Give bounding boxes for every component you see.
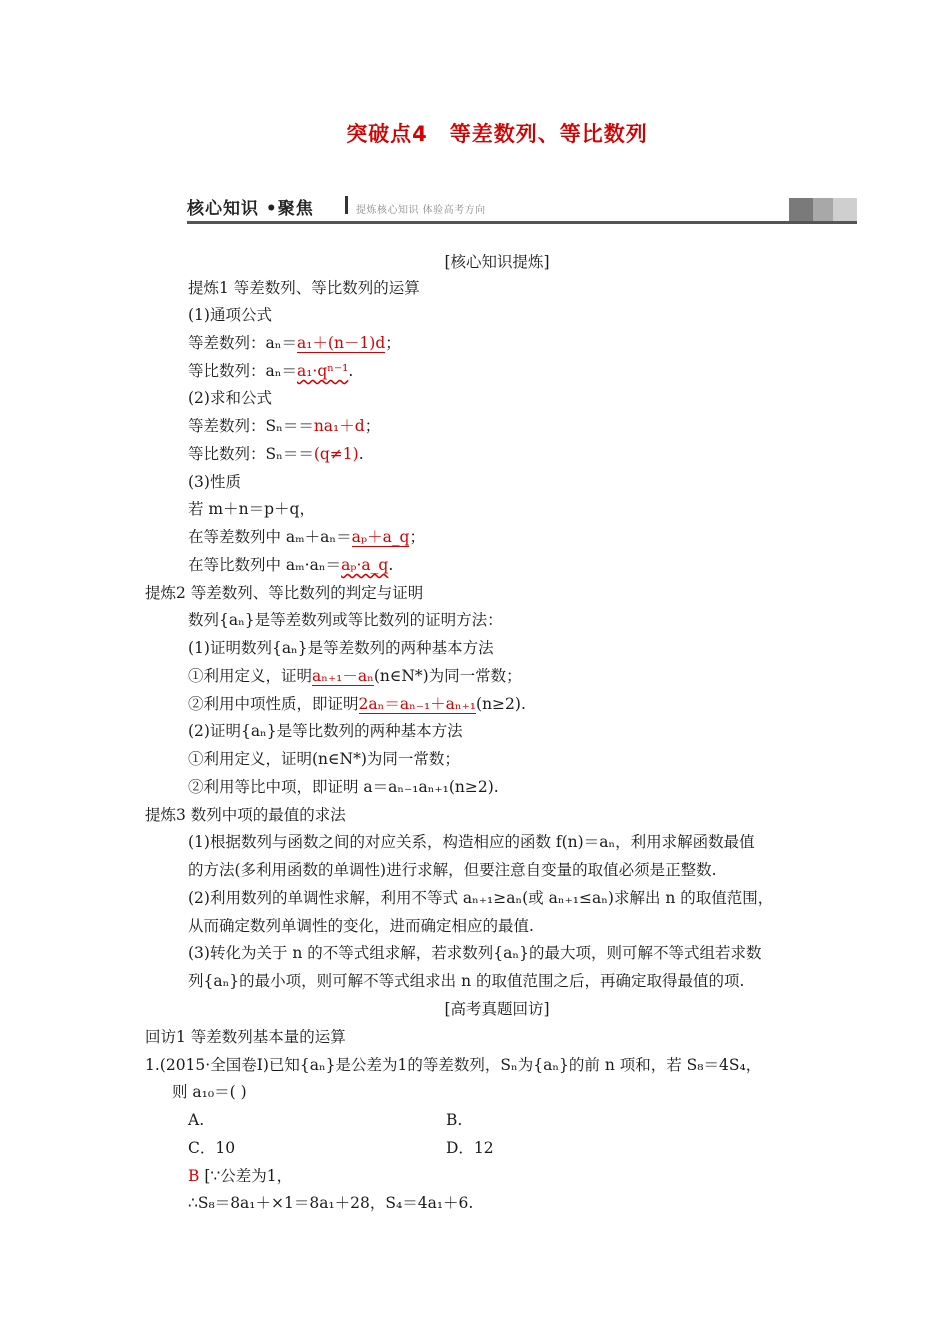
text-line bbox=[446, 1138, 494, 1158]
line-text: ①利用定义，证明(n∈N*)为同一常数； bbox=[188, 750, 460, 768]
text-line bbox=[188, 666, 522, 686]
text-line bbox=[188, 499, 315, 519]
text-line bbox=[188, 694, 526, 714]
text-line bbox=[188, 527, 425, 547]
line-text: 数列{aₙ}是等差数列或等比数列的证明方法： bbox=[188, 611, 503, 629]
line-text: 等比数列：aₙ＝ bbox=[188, 362, 297, 380]
banner-rule bbox=[187, 221, 857, 224]
text-line bbox=[145, 583, 423, 603]
line-text: 提炼1 等差数列、等比数列的运算 bbox=[188, 279, 420, 297]
text-line bbox=[188, 888, 773, 908]
line-text: 从而确定数列单调性的变化，进而确定相应的最值. bbox=[188, 917, 534, 935]
answer-fill: (q≠1) bbox=[313, 445, 359, 463]
text-line bbox=[188, 638, 494, 658]
line-text: 回访1 等差数列基本量的运算 bbox=[145, 1028, 346, 1046]
line-text: 等比数列：Sₙ＝＝ bbox=[188, 445, 314, 463]
banner-divider bbox=[345, 196, 348, 214]
text-line bbox=[172, 1082, 247, 1102]
line-suffix: [∵公差为1， bbox=[199, 1167, 293, 1185]
line-suffix: . bbox=[358, 445, 364, 463]
line-text: ②利用中项性质，即证明 bbox=[188, 695, 359, 713]
line-text: 则 a₁₀＝( ) bbox=[172, 1083, 247, 1101]
answer-fill: 2aₙ＝aₙ₋₁＋aₙ₊₁ bbox=[358, 695, 477, 713]
line-text: ∴S₈＝8a₁＋×1＝8a₁＋28，S₄＝4a₁＋6. bbox=[188, 1194, 474, 1212]
line-text: 提炼2 等差数列、等比数列的判定与证明 bbox=[145, 584, 424, 602]
line-suffix: (n∈N*)为同一常数； bbox=[373, 667, 522, 685]
line-text: (2)求和公式 bbox=[188, 389, 272, 407]
text-line bbox=[188, 721, 463, 741]
line-text: 等差数列：Sₙ＝＝ bbox=[188, 417, 314, 435]
line-text: D．12 bbox=[446, 1139, 494, 1157]
text-line bbox=[188, 777, 499, 797]
text-line bbox=[188, 1110, 204, 1130]
line-suffix: . bbox=[348, 362, 354, 380]
text-line bbox=[188, 416, 380, 436]
line-text: [高考真题回访] bbox=[444, 1000, 550, 1018]
line-suffix: (n≥2). bbox=[476, 695, 526, 713]
text-line bbox=[188, 943, 761, 963]
text-line bbox=[188, 860, 717, 880]
text-line bbox=[0, 252, 950, 272]
line-text: (3)转化为关于 n 的不等式组求解，若求数列{aₙ}的最大项，则可解不等式组若求数 bbox=[188, 944, 762, 962]
line-text: B. bbox=[446, 1111, 463, 1129]
text-line bbox=[145, 805, 346, 825]
line-suffix: . bbox=[388, 556, 394, 574]
section-banner bbox=[187, 192, 857, 224]
line-text: 若 m＋n＝p＋q， bbox=[188, 500, 315, 518]
line-text: A. bbox=[188, 1111, 205, 1129]
text-line bbox=[188, 916, 534, 936]
text-line bbox=[188, 555, 393, 575]
text-line bbox=[188, 610, 503, 630]
line-text: 1.(2015·全国卷Ⅰ)已知{aₙ}是公差为1的等差数列，Sₙ为{aₙ}的前 n 项和，若 S₈＝4S₄， bbox=[145, 1056, 762, 1074]
answer-fill: a₁＋(n－1)d bbox=[296, 334, 386, 352]
text-line bbox=[188, 278, 420, 298]
text-line bbox=[145, 1055, 761, 1075]
line-text: (2)证明{aₙ}是等比数列的两种基本方法 bbox=[188, 722, 463, 740]
text-line bbox=[446, 1110, 462, 1130]
answer-fill: a₁·qⁿ⁻¹ bbox=[296, 362, 349, 380]
page-title: 突破点4 等差数列、等比数列 bbox=[346, 122, 648, 146]
text-line bbox=[188, 388, 272, 408]
line-text: 的方法(多利用函数的单调性)进行求解，但要注意自变量的取值必须是正整数. bbox=[188, 861, 717, 879]
line-suffix: ； bbox=[409, 528, 425, 546]
text-line bbox=[188, 305, 272, 325]
text-line bbox=[188, 444, 364, 464]
banner-decoration bbox=[789, 198, 857, 221]
text-line bbox=[188, 361, 353, 381]
line-text: 列{aₙ}的最小项，则可解不等式组求出 n 的取值范围之后，再确定取得最值的项. bbox=[188, 972, 745, 990]
line-text: C．10 bbox=[188, 1139, 236, 1157]
answer-fill: aₚ·a_q bbox=[341, 556, 389, 574]
text-line bbox=[188, 1166, 292, 1186]
line-text: (1)证明数列{aₙ}是等差数列的两种基本方法 bbox=[188, 639, 494, 657]
answer-fill: B bbox=[188, 1167, 200, 1185]
line-text: (1)根据数列与函数之间的对应关系，构造相应的函数 f(n)＝aₙ，利用求解函数最值 bbox=[188, 833, 755, 851]
text-line bbox=[188, 333, 401, 353]
line-text: 等差数列：aₙ＝ bbox=[188, 334, 297, 352]
line-text: ②利用等比中项，即证明 a＝aₙ₋₁aₙ₊₁(n≥2). bbox=[188, 778, 499, 796]
line-text: [核心知识提炼] bbox=[444, 253, 550, 271]
answer-fill: na₁＋d bbox=[313, 417, 365, 435]
line-suffix: ； bbox=[364, 417, 381, 435]
text-line bbox=[188, 472, 241, 492]
text-line bbox=[188, 1138, 235, 1158]
text-line bbox=[188, 971, 744, 991]
line-suffix: ； bbox=[385, 334, 401, 352]
text-line bbox=[188, 749, 460, 769]
line-text: ①利用定义，证明 bbox=[188, 667, 313, 685]
line-text: 在等差数列中 aₘ＋aₙ＝ bbox=[188, 528, 352, 546]
text-line bbox=[0, 999, 950, 1019]
line-text: (1)通项公式 bbox=[188, 306, 272, 324]
banner-label: 核心知识 •聚焦 bbox=[187, 199, 314, 219]
line-text: (2)利用数列的单调性求解，利用不等式 aₙ₊₁≥aₙ(或 aₙ₊₁≤aₙ)求解出 n 的取值范围， bbox=[188, 889, 774, 907]
banner-subtitle: 提炼核心知识 体验高考方向 bbox=[356, 205, 486, 216]
answer-fill: aₚ＋a_q bbox=[351, 528, 410, 546]
answer-fill: aₙ₊₁－aₙ bbox=[312, 667, 374, 685]
line-text: (3)性质 bbox=[188, 473, 241, 491]
text-line bbox=[188, 832, 755, 852]
line-text: 在等比数列中 aₘ·aₙ＝ bbox=[188, 556, 342, 574]
text-line bbox=[188, 1193, 473, 1213]
line-text: 提炼3 数列中项的最值的求法 bbox=[145, 806, 346, 824]
text-line bbox=[145, 1027, 346, 1047]
